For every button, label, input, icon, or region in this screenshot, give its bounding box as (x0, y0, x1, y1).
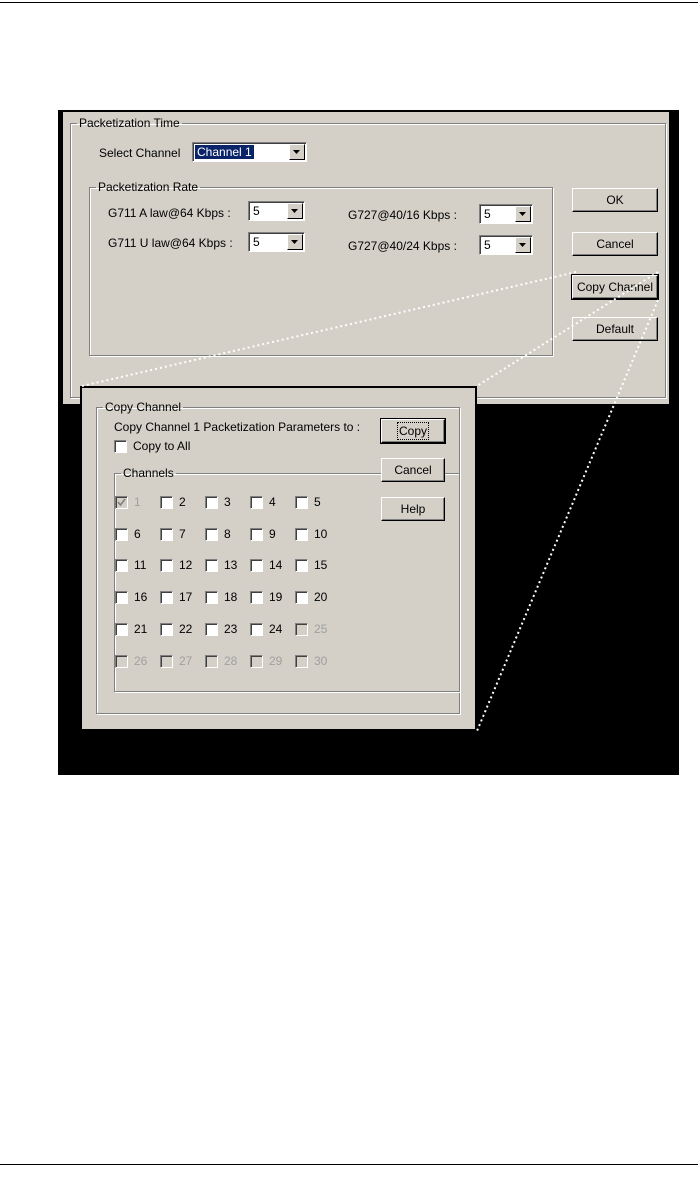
callout-line (477, 300, 658, 731)
copy-to-all-label: Copy to All (133, 439, 191, 453)
channels-title: Channels (123, 466, 174, 480)
channel-label: 17 (179, 590, 193, 604)
channel-label: 13 (224, 558, 238, 572)
channel-label: 18 (224, 590, 238, 604)
default-label: Default (595, 322, 635, 336)
channel-label: 23 (224, 622, 238, 636)
rate-value: 5 (253, 204, 260, 218)
channel-label: 25 (314, 622, 328, 636)
callout-line (477, 272, 658, 386)
channel-label: 22 (179, 622, 193, 636)
channel-label: 3 (224, 495, 231, 509)
selected-channel-value: Channel 1 (197, 145, 252, 159)
copy-label: Copy (398, 424, 427, 438)
channel-label: 24 (269, 622, 283, 636)
channel-label: 11 (134, 558, 147, 572)
channel-label: 14 (269, 558, 283, 572)
cancel-label: Cancel (596, 237, 634, 251)
rate-label-g727-24: G727@40/24 Kbps : (348, 239, 457, 253)
copy-channel-title: Copy Channel (105, 400, 182, 414)
channel-label: 12 (179, 558, 193, 572)
channel-label: 20 (314, 590, 328, 604)
channel-label: 6 (134, 527, 141, 541)
channel-label: 2 (179, 495, 186, 509)
channel-label: 26 (134, 654, 148, 668)
copy-channel-label: Copy Channel (576, 280, 654, 294)
rate-label-g711-a: G711 A law@64 Kbps : (108, 206, 231, 220)
rate-label-g711-u: G711 U law@64 Kbps : (108, 236, 233, 250)
channel-label: 30 (314, 654, 328, 668)
packetization-time-title: Packetization Time (79, 116, 180, 130)
callout-line (82, 272, 576, 386)
channel-label: 19 (269, 590, 283, 604)
channel-label: 5 (314, 495, 321, 509)
cancel-label: Cancel (394, 463, 432, 477)
channel-label: 4 (269, 495, 276, 509)
rate-value: 5 (484, 207, 491, 221)
channel-label: 9 (269, 527, 276, 541)
channel-label: 27 (179, 654, 193, 668)
ok-label: OK (606, 193, 624, 207)
channel-label: 8 (224, 527, 231, 541)
help-label: Help (400, 502, 426, 516)
channel-label: 28 (224, 654, 238, 668)
packetization-rate-title: Packetization Rate (98, 180, 199, 194)
channel-label: 10 (314, 527, 328, 541)
channel-label: 16 (134, 590, 148, 604)
channel-label: 15 (314, 558, 328, 572)
copy-description: Copy Channel 1 Packetization Parameters to : (114, 420, 361, 434)
select-channel-label: Select Channel (99, 146, 181, 160)
channel-label: 29 (269, 654, 283, 668)
rate-label-g727-16: G727@40/16 Kbps : (348, 208, 457, 222)
channel-label: 1 (134, 495, 141, 509)
rate-value: 5 (484, 238, 491, 252)
channel-label: 21 (134, 622, 148, 636)
channel-label: 7 (179, 527, 186, 541)
rate-value: 5 (253, 235, 260, 249)
